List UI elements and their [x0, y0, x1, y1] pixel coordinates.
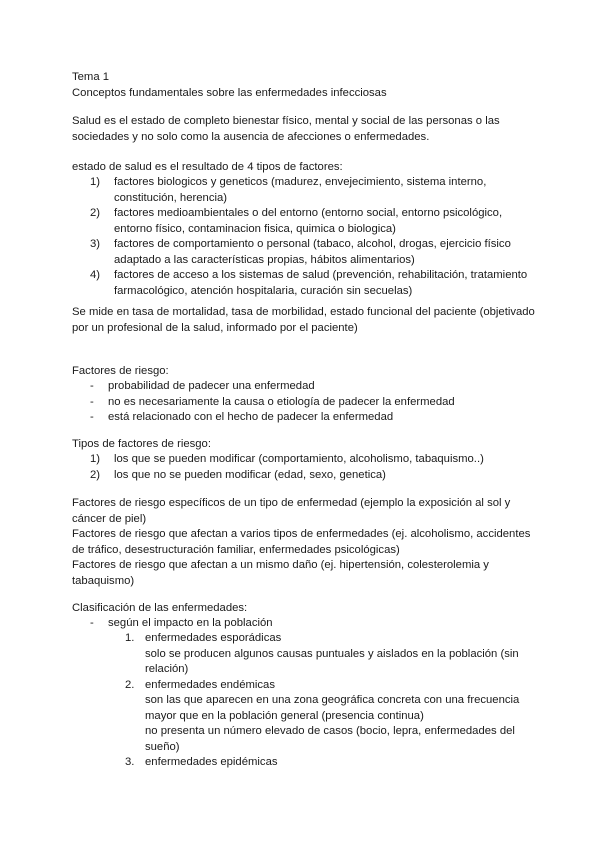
paragraph-line: Factores de riesgo específicos de un tipo de enfermedad (ejemplo la exposición al sol y [72, 497, 511, 509]
list-number: 1) [90, 453, 101, 465]
list-item-text: los que no se pueden modificar (edad, sexo, genetica) [114, 468, 386, 481]
list-number: 2) [90, 207, 101, 219]
list-number: 3) [90, 238, 101, 250]
list-number: 1. [125, 632, 135, 644]
list-item-line: mayor que en la población general (presencia continua) [145, 709, 424, 722]
list-item [90, 175, 540, 206]
paragraph-line: Factores de riesgo que afectan a varios tipos de enfermedades (ej. alcoholismo, accidentes [72, 528, 531, 540]
list-item-line: farmacológico, atención hospitalaria, curación sin secuelas) [114, 284, 413, 297]
health-definition-paragraph [72, 114, 542, 145]
dash-bullet: - [90, 380, 94, 392]
list-item-line: factores de acceso a los sistemas de salud (prevención, rehabilitación, tratamiento [114, 269, 528, 281]
document-subtitle: Conceptos fundamentales sobre las enfermedades infecciosas [72, 86, 387, 99]
paragraph-line: Factores de riesgo que afectan a un mismo daño (ej. hipertensión, colesterolemia y [72, 559, 489, 571]
list-number: 1) [90, 176, 101, 188]
list-number: 2. [125, 678, 135, 691]
factors-intro [72, 160, 542, 176]
list-item-line: entorno físico, contaminacion fisica, quimica o biologica) [114, 222, 396, 235]
risk-types-list [90, 452, 540, 483]
list-item-line: son las que aparecen en una zona geográfica concreta con una frecuencia [145, 694, 520, 706]
list-item-line: enfermedades epidémicas [145, 756, 278, 768]
list-item [90, 395, 540, 411]
list-item [90, 206, 540, 237]
list-item [90, 410, 540, 426]
paragraph-line: por un profesional de la salud, informado por el paciente) [72, 321, 358, 334]
dash-bullet: - [90, 395, 94, 408]
classification-sublist [125, 631, 545, 771]
list-item-text: probabilidad de padecer una enfermedad [108, 380, 315, 392]
list-item-line: solo se producen algunos causas puntuales y aislados en la población (sin [145, 647, 519, 660]
list-number: 4) [90, 269, 101, 281]
classification-list [90, 616, 540, 632]
list-item-text: no es necesariamente la causa o etiología de padecer la enfermedad [108, 395, 455, 408]
list-item-text: según el impacto en la población [108, 617, 273, 629]
dash-bullet: - [90, 617, 94, 629]
list-item [90, 268, 540, 299]
risk-list [90, 379, 540, 426]
list-item [125, 678, 545, 756]
list-item-line: factores de comportamiento o personal (tabaco, alcohol, drogas, ejercicio físico [114, 238, 511, 250]
list-item-line: sueño) [145, 740, 180, 753]
factors-intro-text: estado de salud es el resultado de 4 tipos de factores: [72, 161, 343, 173]
classification-heading-text: Clasificación de las enfermedades: [72, 602, 248, 614]
factors-list [90, 175, 540, 299]
risk-heading-text: Factores de riesgo: [72, 365, 169, 377]
list-item-line: constitución, herencia) [114, 191, 228, 204]
list-item-line: no presenta un número elevado de casos (bocio, lepra, enfermedades del [145, 725, 515, 737]
list-item [125, 755, 545, 771]
list-item-line: adaptado a las características propias, hábitos alimentarios) [114, 253, 415, 266]
document-title: Tema 1 [72, 71, 110, 83]
paragraph-line: Se mide en tasa de mortalidad, tasa de morbilidad, estado funcional del paciente (objetivado [72, 306, 535, 318]
measure-paragraph [72, 305, 542, 336]
paragraph-line: sociedades y no solo como la ausencia de afecciones o enfermedades. [72, 130, 430, 143]
list-number: 3. [125, 756, 135, 768]
list-item-line: relación) [145, 663, 189, 675]
list-item [90, 452, 540, 468]
paragraph-line: de tráfico, desestructuración familiar, enfermedades psicológicas) [72, 543, 400, 556]
list-item-line: factores biologicos y geneticos (madurez, envejecimiento, sistema interno, [114, 176, 487, 188]
classification-heading [72, 601, 542, 617]
paragraph-line: tabaquismo) [72, 574, 135, 587]
paragraph-line: Salud es el estado de completo bienestar físico, mental y social de las personas o las [72, 115, 500, 127]
list-item-line: enfermedades esporádicas [145, 632, 282, 644]
list-item [90, 237, 540, 268]
list-item [90, 468, 540, 484]
list-item-line: factores medioambientales o del entorno (entorno social, entorno psicológico, [114, 207, 503, 219]
list-item [90, 379, 540, 395]
risk-paragraph [72, 496, 542, 589]
dash-bullet: - [90, 411, 94, 423]
list-item [90, 616, 540, 632]
list-item-text: los que se pueden modificar (comportamiento, alcoholismo, tabaquismo..) [114, 453, 484, 465]
list-item-text: está relacionado con el hecho de padecer la enfermedad [108, 411, 394, 423]
paragraph-line: cáncer de piel) [72, 512, 147, 525]
risk-heading [72, 364, 542, 380]
risk-types-heading-text: Tipos de factores de riesgo: [72, 438, 211, 450]
list-item [125, 631, 545, 678]
list-item-line: enfermedades endémicas [145, 678, 275, 691]
document-heading [72, 70, 542, 101]
list-number: 2) [90, 468, 101, 481]
risk-types-heading [72, 437, 542, 453]
